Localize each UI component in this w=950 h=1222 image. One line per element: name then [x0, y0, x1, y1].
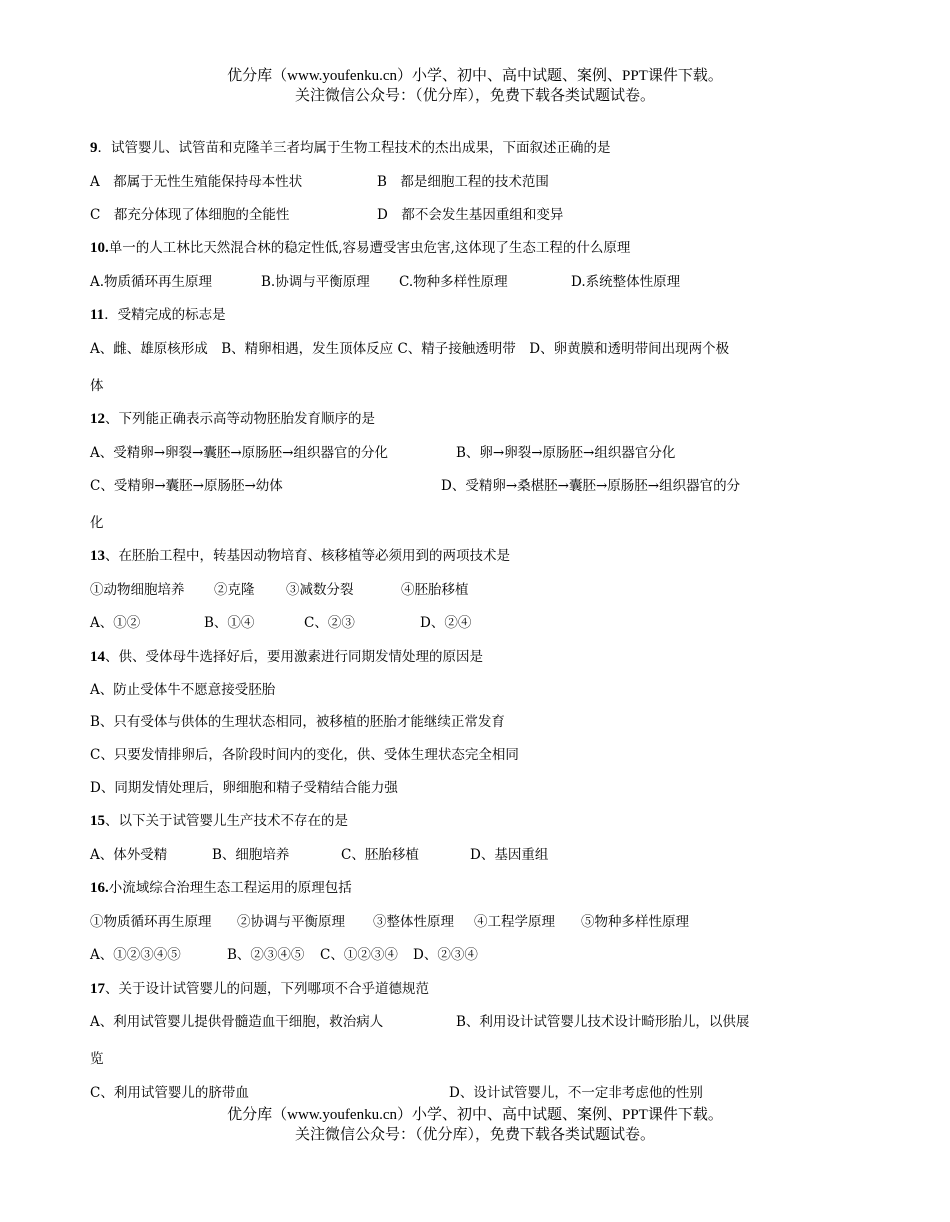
item-5: ⑤物种多样性原理 [581, 914, 689, 930]
item-3: ③减数分裂 [286, 582, 354, 598]
question-number: 12 [90, 411, 105, 427]
option-b: B 都是细胞工程的技术范围 [377, 174, 549, 190]
option-a: A、①②③④⑤ [90, 947, 181, 963]
option-a: A、体外受精 [90, 847, 168, 863]
question-text: 单一的人工林比天然混合林的稳定性低,容易遭受害虫危害,这体现了生态工程的什么原理 [108, 240, 631, 256]
question-14-stem [90, 648, 483, 666]
question-text: 小流域综合治理生态工程运用的原理包括 [108, 880, 352, 896]
option-d: D 都不会发生基因重组和变异 [377, 207, 564, 223]
question-10-stem [90, 239, 630, 257]
option-b: B、卵→卵裂→原肠胚→组织器官分化 [456, 445, 676, 461]
item-3: ③整体性原理 [373, 914, 454, 930]
option-b: B、②③④⑤ [227, 947, 305, 963]
option-b: B、①④ [204, 615, 255, 631]
question-text: ．受精完成的标志是 [104, 307, 226, 323]
question-text: ．试管婴儿、试管苗和克隆羊三者均属于生物工程技术的杰出成果，下面叙述正确的是 [97, 140, 611, 156]
question-11-continuation: 体 [90, 378, 104, 394]
question-11-stem [90, 306, 226, 324]
question-12-stem [90, 410, 375, 428]
option-c: C、①②③④ [320, 947, 398, 963]
question-12-continuation: 化 [90, 515, 104, 531]
option-c: C、只要发情排卵后，各阶段时间内的变化，供、受体生理状态完全相同 [90, 747, 519, 763]
item-1: ①物质循环再生原理 [90, 914, 212, 930]
page-footer [0, 1105, 950, 1145]
question-number: 13 [90, 548, 105, 564]
question-text: 、在胚胎工程中，转基因动物培育、核移植等必须用到的两项技术是 [105, 548, 510, 564]
option-a: A 都属于无性生殖能保持母本性状 [90, 174, 303, 190]
question-number: 10. [90, 240, 109, 256]
option-b: B、细胞培养 [212, 847, 290, 863]
question-text: 、供、受体母牛选择好后，要用激素进行同期发情处理的原因是 [105, 649, 483, 665]
question-number: 15 [90, 813, 105, 829]
option-c: C、胚胎移植 [341, 847, 419, 863]
footer-line-1: 优分库（www.youfenku.cn）小学、初中、高中试题、案例、PPT课件下载。 [227, 1107, 723, 1123]
option-d: D、设计试管婴儿，不一定非考虑他的性别 [449, 1085, 703, 1101]
item-1: ①动物细胞培养 [90, 582, 185, 598]
item-4: ④胚胎移植 [401, 582, 469, 598]
question-number: 9 [90, 140, 98, 156]
option-a: A、利用试管婴儿提供骨髓造血干细胞，救治病人 [90, 1014, 384, 1030]
option-b: B.协调与平衡原理 [261, 274, 370, 290]
option-d: D.系统整体性原理 [571, 274, 681, 290]
question-text: 、下列能正确表示高等动物胚胎发育顺序的是 [105, 411, 375, 427]
question-17-stem [90, 980, 429, 998]
question-text: 、关于设计试管婴儿的问题，下列哪项不合乎道德规范 [105, 981, 429, 997]
question-number: 16. [90, 880, 109, 896]
question-16-stem [90, 879, 352, 897]
option-a: A、①② [90, 615, 141, 631]
page-header [0, 66, 950, 106]
option-d: D、基因重组 [470, 847, 549, 863]
item-4: ④工程学原理 [474, 914, 555, 930]
option-d: D、②③④ [413, 947, 478, 963]
option-c: C.物种多样性原理 [399, 274, 508, 290]
option-c: C、受精卵→囊胚→原肠胚→幼体 [90, 478, 283, 494]
option-d: D、受精卵→桑椹胚→囊胚→原肠胚→组织器官的分 [441, 478, 741, 494]
option-a: A、防止受体牛不愿意接受胚胎 [90, 682, 276, 698]
header-line-2: 关注微信公众号：（优分库），免费下载各类试题试卷。 [294, 88, 655, 104]
option-c: C 都充分体现了体细胞的全能性 [90, 207, 290, 223]
question-9-stem [90, 139, 611, 157]
option-b: B、只有受体与供体的生理状态相同，被移植的胚胎才能继续正常发育 [90, 714, 505, 730]
item-2: ②克隆 [214, 582, 255, 598]
question-text: 、以下关于试管婴儿生产技术不存在的是 [105, 813, 348, 829]
option-b: B、利用设计试管婴儿技术设计畸形胎儿，以供展 [456, 1014, 750, 1030]
option-a: A、受精卵→卵裂→囊胚→原肠胚→组织器官的分化 [90, 445, 388, 461]
option-d: D、同期发情处理后，卵细胞和精子受精结合能力强 [90, 780, 398, 796]
question-11-options: A、雌、雄原核形成 B、精卵相遇，发生顶体反应 C、精子接触透明带 D、卵黄膜和透明带间出现两个极 [90, 341, 730, 357]
option-d: D、②④ [420, 615, 472, 631]
question-number: 11 [90, 307, 105, 323]
option-c: C、②③ [304, 615, 355, 631]
option-a: A.物质循环再生原理 [90, 274, 213, 290]
option-c: C、利用试管婴儿的脐带血 [90, 1085, 249, 1101]
question-number: 17 [90, 981, 105, 997]
question-13-stem [90, 547, 510, 565]
question-number: 14 [90, 649, 105, 665]
footer-line-2: 关注微信公众号：（优分库），免费下载各类试题试卷。 [294, 1127, 655, 1143]
question-17-continuation: 览 [90, 1051, 104, 1067]
item-2: ②协调与平衡原理 [237, 914, 345, 930]
header-line-1: 优分库（www.youfenku.cn）小学、初中、高中试题、案例、PPT课件下载。 [227, 68, 723, 84]
question-15-stem [90, 812, 348, 830]
